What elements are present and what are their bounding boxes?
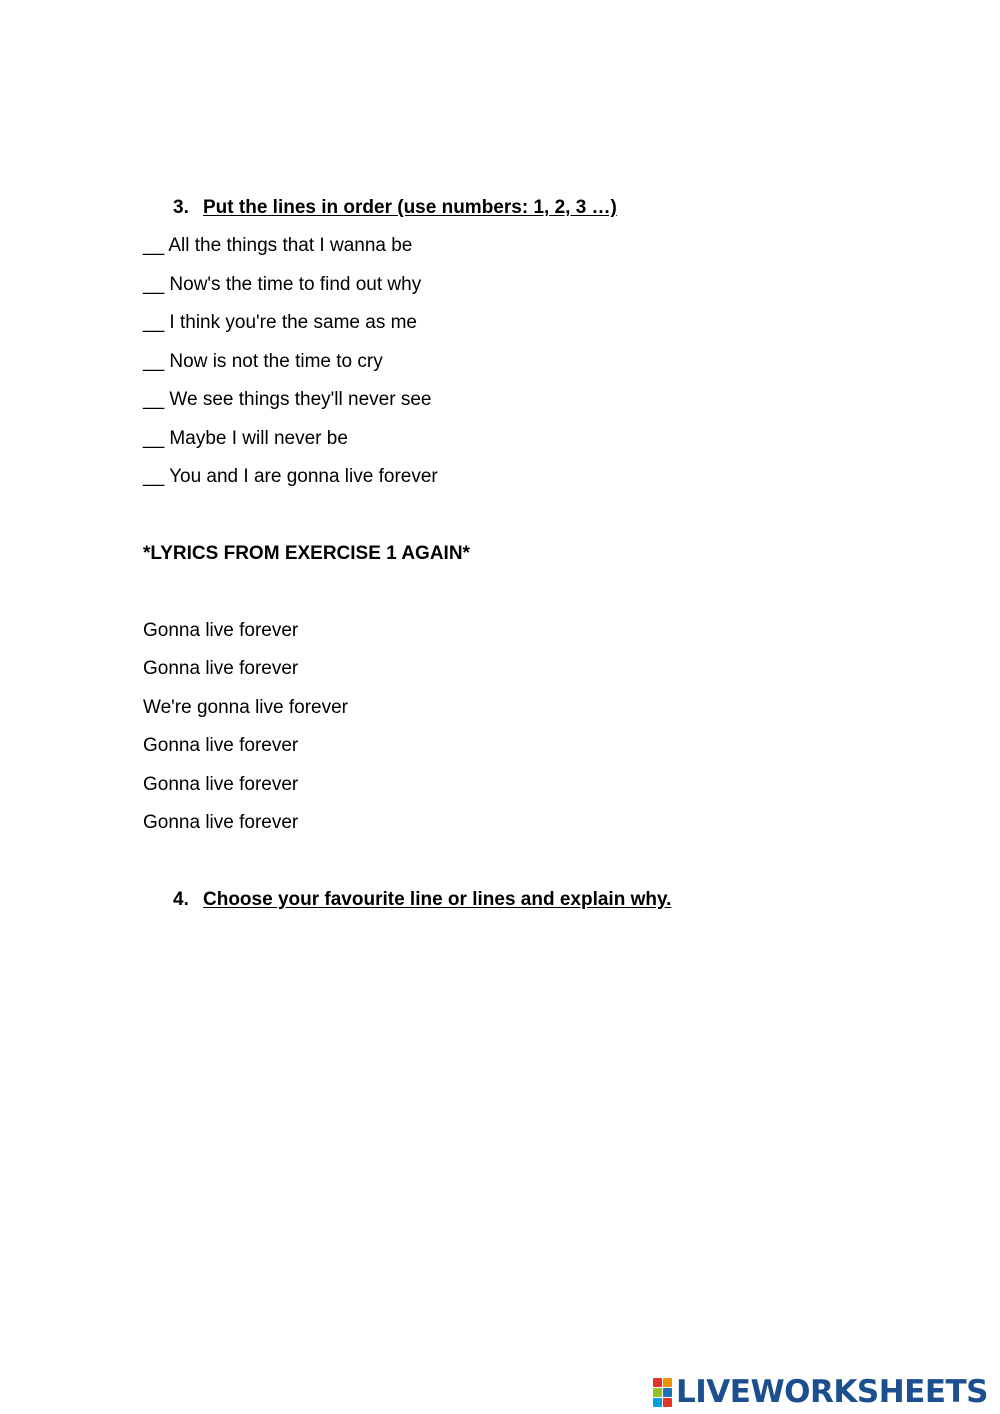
logo-block	[653, 1398, 662, 1407]
exercise-4-number: 4.	[173, 889, 189, 910]
answer-blank[interactable]: __	[143, 235, 165, 256]
exercise-3-number: 3.	[173, 197, 189, 218]
answer-blank[interactable]: __	[143, 312, 165, 333]
answer-blank[interactable]: __	[143, 389, 165, 410]
answer-blank[interactable]: __	[143, 428, 165, 449]
ordering-line	[143, 273, 421, 297]
lyric-line: Gonna live forever	[143, 812, 299, 833]
liveworksheets-wordmark: LIVEWORKSHEETS	[676, 1374, 988, 1410]
logo-block	[653, 1388, 662, 1397]
lyric-line: We're gonna live forever	[143, 697, 348, 718]
ordering-line	[143, 388, 431, 412]
ordering-line-text: Now's the time to find out why	[169, 274, 422, 295]
exercise-4-title: Choose your favourite line or lines and explain why.	[203, 889, 672, 910]
ordering-line	[143, 350, 383, 374]
liveworksheets-logo-icon	[653, 1378, 672, 1407]
logo-block	[663, 1388, 672, 1397]
ordering-line-text: We see things they'll never see	[169, 389, 432, 410]
exercise-3-heading	[173, 196, 617, 220]
logo-block	[663, 1378, 672, 1387]
ordering-line	[143, 427, 348, 451]
lyrics-section-title: *LYRICS FROM EXERCISE 1 AGAIN*	[143, 543, 470, 564]
answer-blank[interactable]: __	[143, 466, 165, 487]
lyric-line: Gonna live forever	[143, 620, 299, 641]
ordering-line-text: I think you're the same as me	[169, 312, 417, 333]
lyric-line: Gonna live forever	[143, 735, 299, 756]
ordering-line-text: All the things that I wanna be	[168, 235, 413, 256]
exercise-4-heading	[173, 888, 671, 912]
answer-blank[interactable]: __	[143, 274, 165, 295]
ordering-line-text: Maybe I will never be	[169, 428, 348, 449]
ordering-line	[143, 465, 438, 489]
ordering-line-text: You and I are gonna live forever	[169, 466, 438, 487]
lyric-line: Gonna live forever	[143, 658, 299, 679]
answer-blank[interactable]: __	[143, 351, 165, 372]
ordering-line	[143, 311, 417, 335]
logo-block	[663, 1398, 672, 1407]
lyric-line: Gonna live forever	[143, 774, 299, 795]
exercise-3-title: Put the lines in order (use numbers: 1, 2, 3 …)	[203, 197, 617, 218]
ordering-line-text: Now is not the time to cry	[169, 351, 383, 372]
liveworksheets-brand	[653, 1372, 988, 1412]
logo-block	[653, 1378, 662, 1387]
ordering-line	[143, 234, 412, 258]
